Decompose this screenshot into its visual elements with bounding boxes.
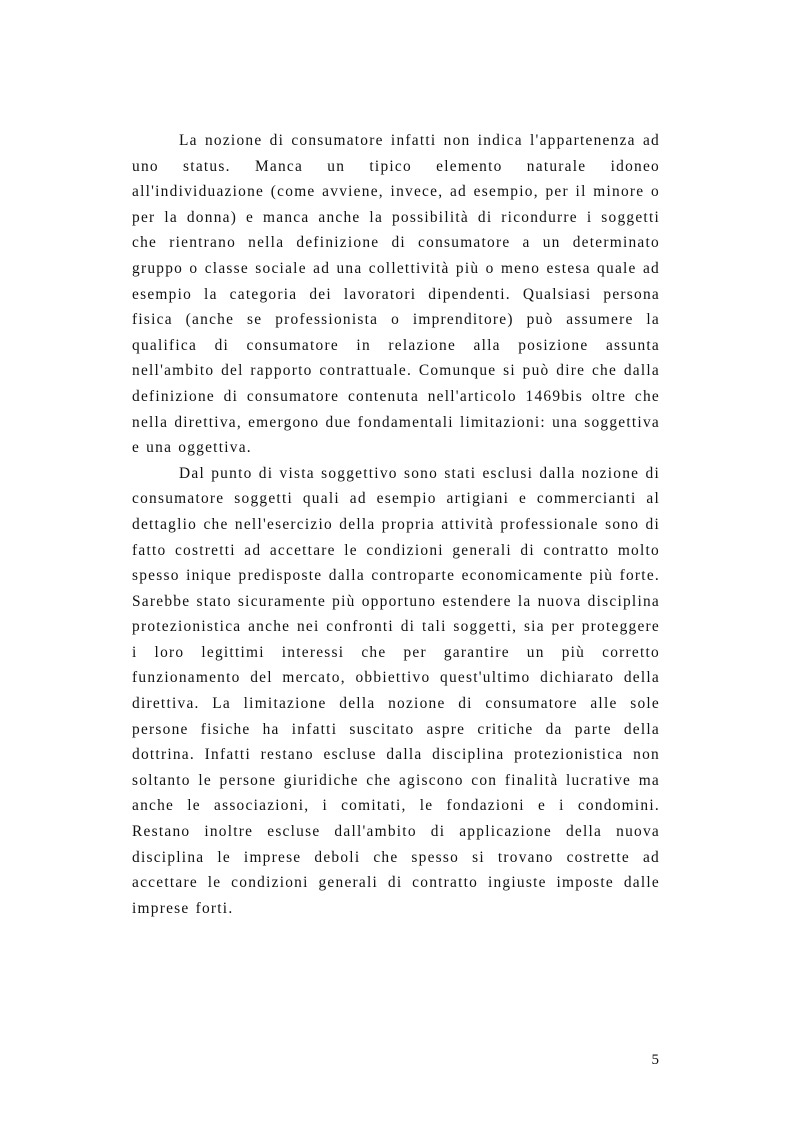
page-number: 5 — [651, 1052, 659, 1068]
paragraph-1: La nozione di consumatore infatti non indica l'appartenenza ad uno status. Manca un tipico elemento naturale idoneo all'individuazione (come avviene, invece, ad esempio, per il minore o per la donna) e manca anche la possibilità di ricondurre i soggetti che rientrano nella definizione di consumatore a un determinato gruppo o classe sociale ad una collettività più o meno estesa quale ad esempio la categoria dei lavoratori dipendenti. Qualsiasi persona fisica (anche se professionista o imprenditore) può assumere la qualifica di consumatore in relazione alla posizione assunta nell'ambito del rapporto contrattuale. Comunque si può dire che dalla definizione di consumatore contenuta nell'articolo 1469bis oltre che nella direttiva, emergono due fondamentali limitazioni: una soggettiva e una oggettiva. — [132, 132, 660, 457]
paragraph-2: Dal punto di vista soggettivo sono stati esclusi dalla nozione di consumatore soggetti quali ad esempio artigiani e commercianti al dettaglio che nell'esercizio della propria attività professionale sono di fatto costretti ad accettare le condizioni generali di contratto molto spesso inique predisposte dalla controparte economicamente più forte. Sarebbe stato sicuramente più opportuno estendere la nuova disciplina protezionistica anche nei confronti di tali soggetti, sia per proteggere i loro legittimi interessi che per garantire un più corretto funzionamento del mercato, obbiettivo quest'ultimo dichiarato della direttiva. La limitazione della nozione di consumatore alle sole persone fisiche ha infatti suscitato aspre critiche da parte della dottrina. Infatti restano escluse dalla disciplina protezionistica non soltanto le persone giuridiche che agiscono con finalità lucrative ma anche le associazioni, i comitati, le fondazioni e i condomini. Restano inoltre escluse dall'ambito di applicazione della nuova disciplina le imprese deboli che spesso si trovano costrette ad accettare le condizioni generali di contratto ingiuste imposte dalle imprese forti. — [132, 464, 660, 917]
body-text — [132, 128, 660, 921]
